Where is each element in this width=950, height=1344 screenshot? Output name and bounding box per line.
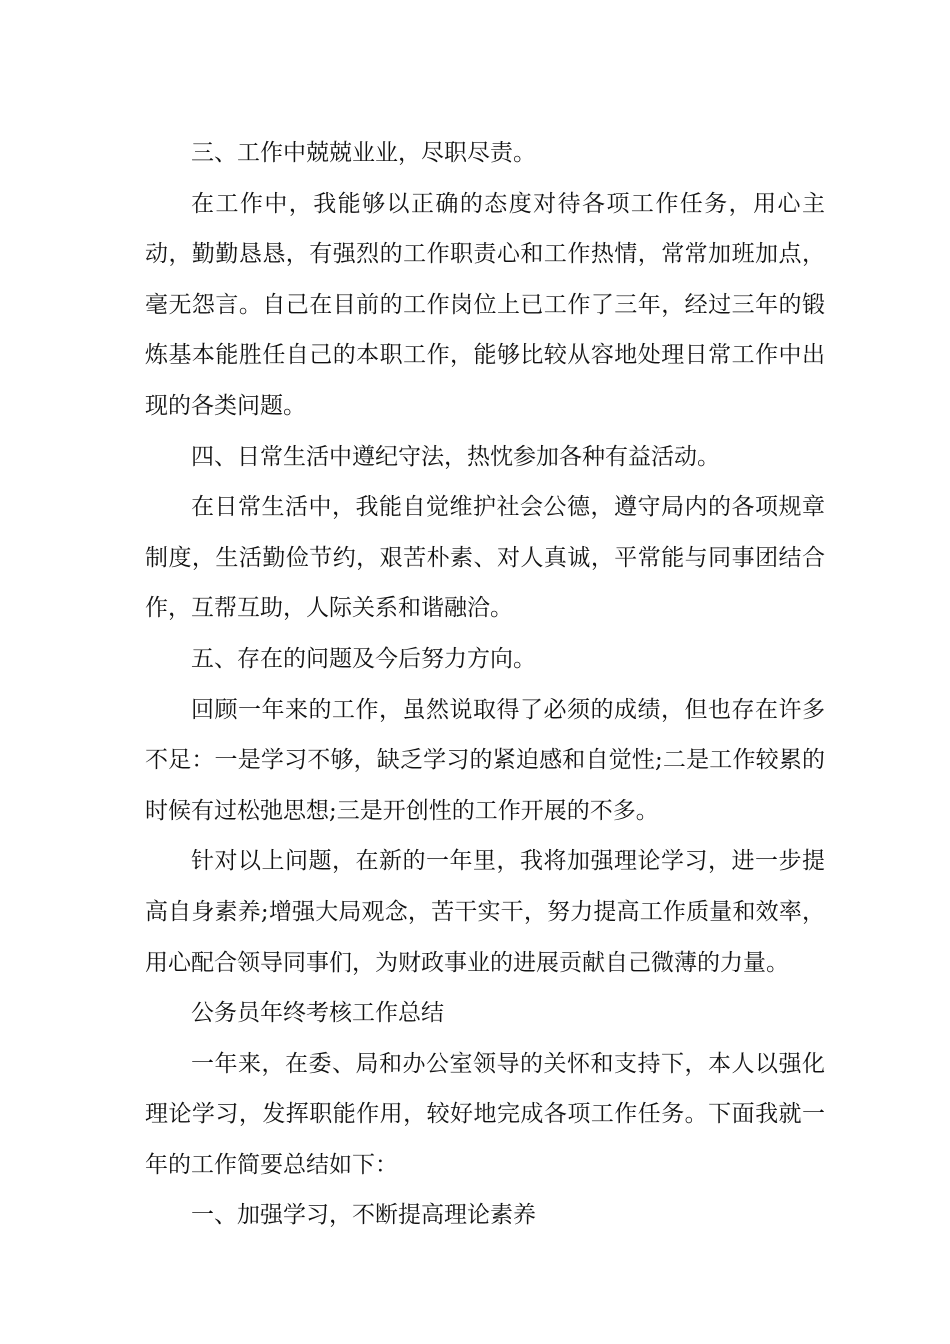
section-heading-3: 三、工作中兢兢业业，尽职尽责。 bbox=[191, 140, 536, 166]
paragraph-daily-life: 在日常生活中，我能自觉维护社会公德，遵守局内的各项规章制度，生活勤俭节约，艰苦朴素、对人真诚，平常能与同事团结合作，互帮互助，人际关系和谐融洽。 bbox=[145, 494, 825, 622]
section-heading-1: 一、加强学习，不断提高理论素养 bbox=[191, 1202, 536, 1229]
paragraph-summary-intro: 一年来，在委、局和办公室领导的关怀和支持下，本人以强化理论学习，发挥职能作用，较好地完成各项工作任务。下面我就一年的工作简要总结如下： bbox=[145, 1050, 825, 1178]
section-heading-5: 五、存在的问题及今后努力方向。 bbox=[191, 645, 536, 672]
document-body bbox=[145, 128, 825, 1241]
paragraph-work-attitude: 在工作中，我能够以正确的态度对待各项工作任务，用心主动，勤勤恳恳，有强烈的工作职责心和工作热情，常常加班加点，毫无怨言。自己在目前的工作岗位上已工作了三年，经过三年的锻炼基本能胜任自己的本职工作，能够比较从容地处理日常工作中出现的各类问题。 bbox=[145, 190, 825, 419]
paragraph-review: 回顾一年来的工作，虽然说取得了必须的成绩，但也存在许多不足：一是学习不够，缺乏学习的紧迫感和自觉性;二是工作较累的时候有过松弛思想;三是开创性的工作开展的不多。 bbox=[145, 696, 825, 824]
summary-title: 公务员年终考核工作总结 bbox=[191, 1000, 444, 1027]
section-heading-4: 四、日常生活中遵纪守法，热忱参加各种有益活动。 bbox=[191, 443, 720, 470]
paragraph-plans: 针对以上问题，在新的一年里，我将加强理论学习，进一步提高自身素养;增强大局观念，苦干实干，努力提高工作质量和效率，用心配合领导同事们，为财政事业的进展贡献自己微薄的力量。 bbox=[145, 848, 825, 976]
